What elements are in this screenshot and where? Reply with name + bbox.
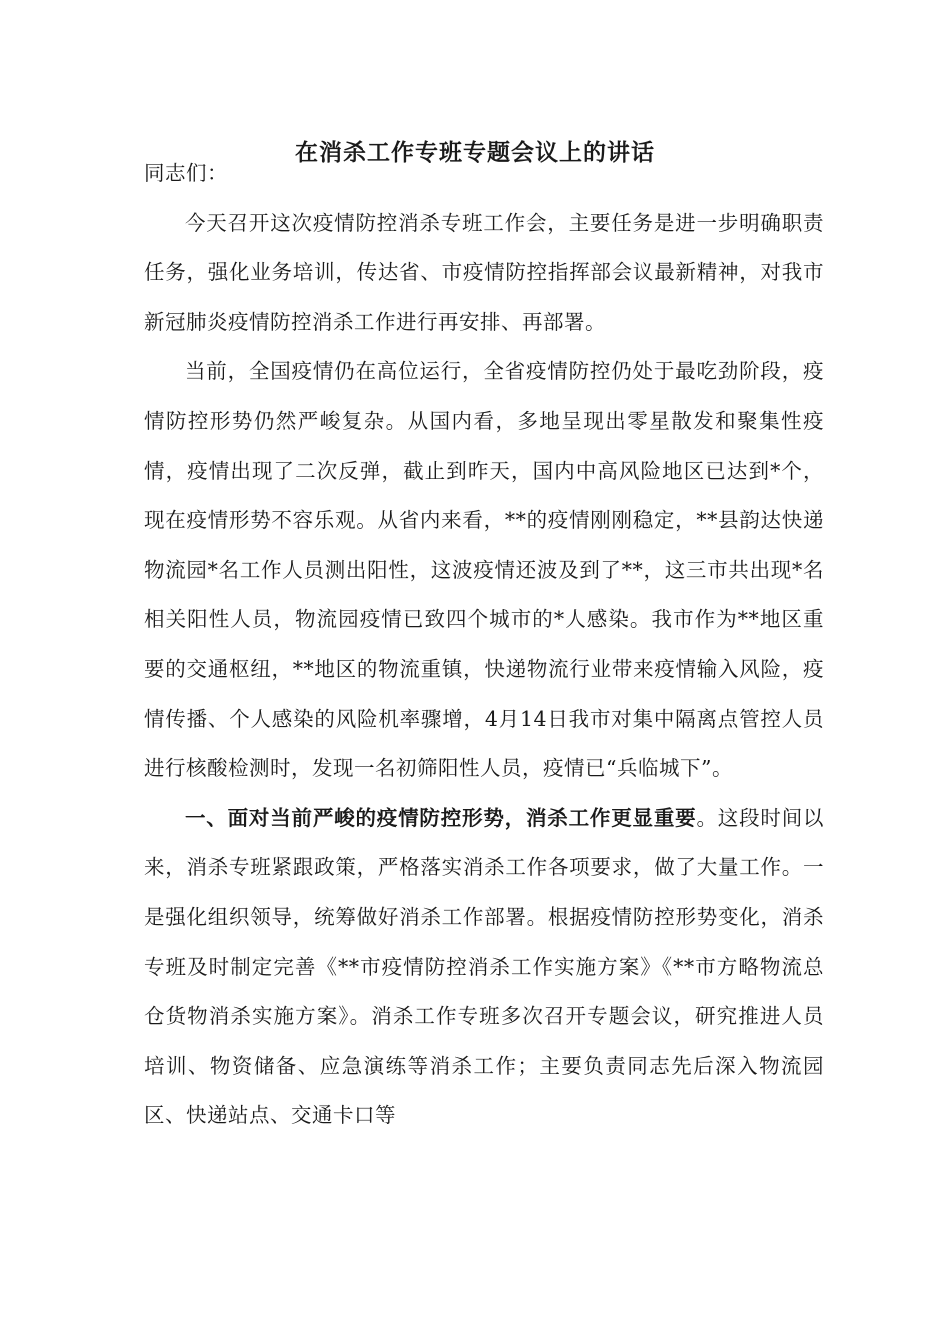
salutation: 同志们： (144, 161, 228, 185)
section-1-heading-end: 。 (696, 805, 718, 830)
paragraph-section-1 (144, 794, 824, 1141)
paragraph-situation: 当前，全国疫情仍在高位运行，全省疫情防控仍处于最吃劲阶段，疫情防控形势仍然严峻复杂。从国内看，多地呈现出零星散发和聚集性疫情，疫情出现了二次反弹，截止到昨天，国内中高风险地区已达到*个，现在疫情形势不容乐观。从省内来看，**的疫情刚刚稳定，**县韵达快递物流园*名工作人员测出阳性，这波疫情还波及到了**，这三市共出现*名相关阳性人员，物流园疫情已致四个城市的*人感染。我市作为**地区重要的交通枢纽，**地区的物流重镇，快递物流行业带来疫情输入风险，疫情传播、个人感染的风险机率骤增，4月14日我市对集中隔离点管控人员进行核酸检测时，发现一名初筛阳性人员，疫情已“兵临城下”。 (144, 359, 824, 781)
document-title: 在消杀工作专班专题会议上的讲话 (295, 139, 655, 166)
section-1-heading: 一、面对当前严峻的疫情防控形势，消杀工作更显重要 (185, 805, 697, 830)
document-body (144, 149, 824, 1141)
section-1-text: 这段时间以来，消杀专班紧跟政策，严格落实消杀工作各项要求，做了大量工作。一是强化组织领导，统筹做好消杀工作部署。根据疫情防控形势变化，消杀专班及时制定完善《**市疫情防控消杀工作实施方案》《**市方略物流总仓货物消杀实施方案》。消杀工作专班多次召开专题会议，研究推进人员培训、物资储备、应急演练等消杀工作；主要负责同志先后深入物流园区、快递站点、交通卡口等 (144, 805, 825, 1128)
paragraph-intro: 今天召开这次疫情防控消杀专班工作会，主要任务是进一步明确职责任务，强化业务培训，传达省、市疫情防控指挥部会议最新精神，对我市新冠肺炎疫情防控消杀工作进行再安排、再部署。 (144, 210, 824, 334)
